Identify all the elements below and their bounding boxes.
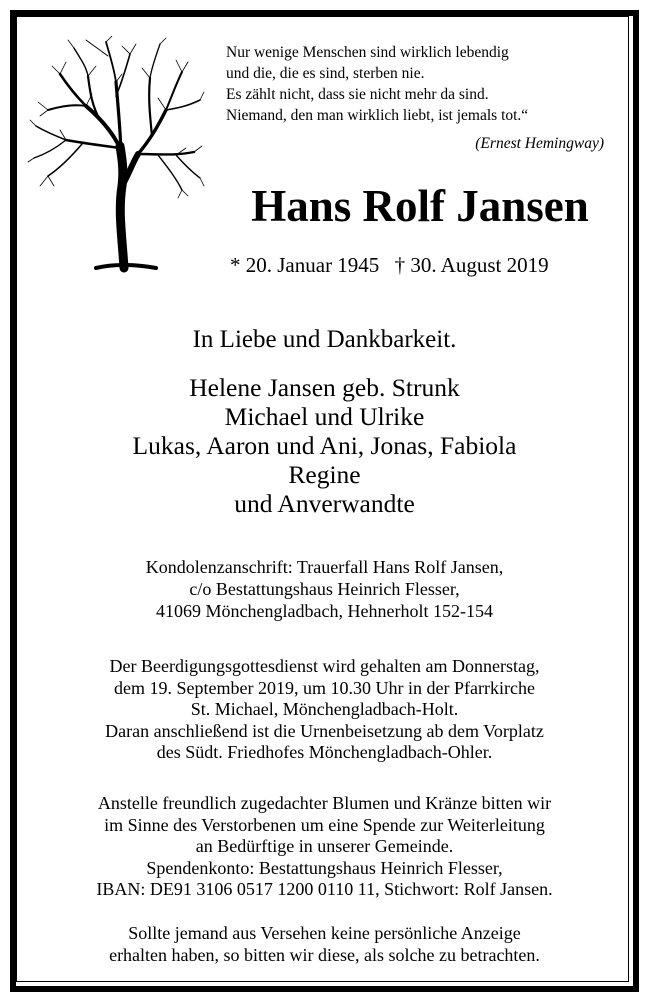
notice-line: Sollte jemand aus Versehen keine persönliche Anzeige bbox=[128, 923, 521, 943]
life-dates bbox=[230, 253, 559, 278]
family-list bbox=[0, 373, 649, 518]
family-line: Michael und Ulrike bbox=[224, 402, 425, 431]
quote-author: (Ernest Hemingway) bbox=[475, 135, 604, 152]
closing-notice bbox=[0, 922, 649, 966]
address-line: 41069 Mönchengladbach, Hehnerholt 152-154 bbox=[156, 601, 493, 621]
birth-date: * 20. Januar 1945 bbox=[230, 253, 380, 277]
family-line: Helene Jansen geb. Strunk bbox=[189, 373, 460, 402]
quote-line: Es zählt nicht, dass sie nicht mehr da sind. bbox=[226, 86, 489, 103]
family-line: und Anverwandte bbox=[234, 489, 415, 518]
notice-line: erhalten haben, so bitten wir diese, als solche zu betrachten. bbox=[109, 945, 540, 965]
address-line: c/o Bestattungshaus Heinrich Flesser, bbox=[189, 579, 460, 599]
service-line: dem 19. September 2019, um 10.30 Uhr in der Pfarrkirche bbox=[114, 677, 535, 698]
death-date: † 30. August 2019 bbox=[394, 253, 549, 277]
donation-line: Spendenkonto: Bestattungshaus Heinrich Flesser, bbox=[146, 857, 503, 878]
quote-line: und die, die es sind, sterben nie. bbox=[226, 65, 425, 82]
thanks-line: In Liebe und Dankbarkeit. bbox=[192, 326, 457, 353]
quote-text bbox=[226, 42, 616, 126]
quote-line: Nur wenige Menschen sind wirklich lebendig bbox=[226, 44, 509, 61]
donation-line: IBAN: DE91 3106 0517 1200 0110 11, Stichwort: Rolf Jansen. bbox=[96, 879, 553, 899]
tree-icon bbox=[26, 36, 206, 274]
deceased-name: Hans Rolf Jansen bbox=[251, 181, 589, 231]
service-line: des Südt. Friedhofes Mönchengladbach-Ohler. bbox=[156, 742, 493, 762]
service-line: St. Michael, Mönchengladbach-Holt. bbox=[190, 699, 459, 719]
donation-info bbox=[0, 793, 649, 901]
service-line: Daran anschließend ist die Urnenbeisetzung ab dem Vorplatz bbox=[105, 720, 544, 741]
donation-line: Anstelle freundlich zugedachter Blumen und Kränze bitten wir bbox=[97, 793, 552, 813]
family-line: Lukas, Aaron und Ani, Jonas, Fabiola bbox=[132, 431, 517, 460]
address-line: Kondolenzanschrift: Trauerfall Hans Rolf Jansen, bbox=[145, 557, 504, 577]
service-line: Der Beerdigungsgottesdienst wird gehalten am Donnerstag, bbox=[109, 656, 540, 676]
condolence-address bbox=[0, 556, 649, 622]
funeral-service-info bbox=[0, 656, 649, 764]
donation-line: an Bedürftige in unserer Gemeinde. bbox=[195, 836, 454, 856]
donation-line: im Sinne des Verstorbenen um eine Spende zur Weiterleitung bbox=[104, 814, 545, 835]
quote-line: Niemand, den man wirklich liebt, ist jemals tot.“ bbox=[226, 107, 529, 124]
family-line: Regine bbox=[288, 460, 361, 489]
